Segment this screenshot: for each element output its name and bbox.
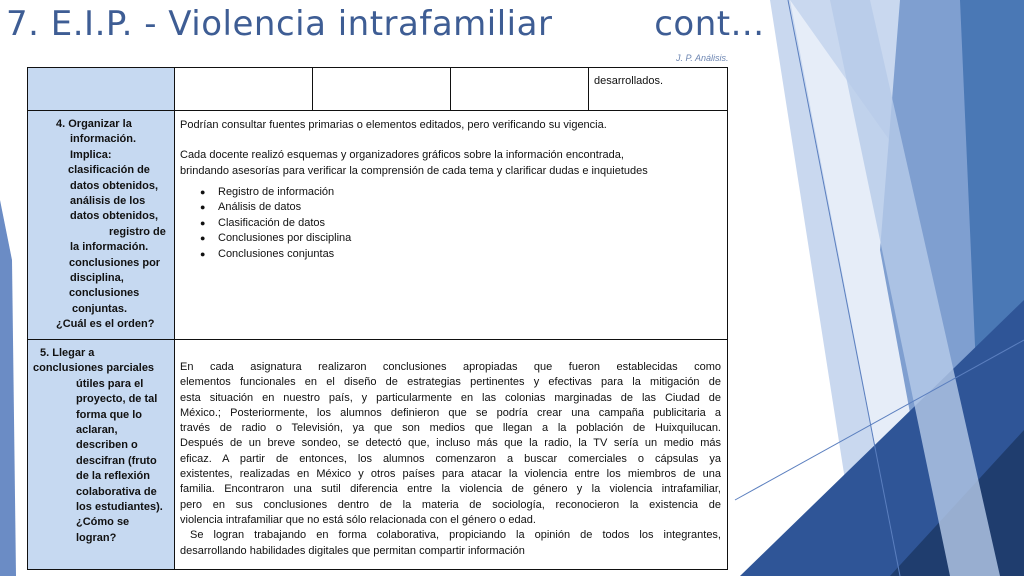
row4-label-line: 4. Organizar la xyxy=(56,118,132,130)
row5-text-line: esta situación en nuestro país, y particularmente en las colonias marginadas de las Ciudad de xyxy=(180,391,721,404)
row5-label-line: descifran (fruto xyxy=(76,454,157,467)
list-item: ● Registro de información xyxy=(218,185,721,200)
row4-label-line: información. xyxy=(70,133,137,146)
row5-text-line: través de radio o Televisión, ya que son medios que llegan a la población de Huixquilucan. xyxy=(180,422,721,435)
table-row-organizar xyxy=(28,111,728,340)
row5-text-line: existentes, realizadas en México y otros países para atacar la violencia entre los miembros de una xyxy=(180,468,721,481)
slide-title: 7. E.I.P. - Violencia intrafamiliar cont... xyxy=(6,4,765,44)
row5-label-line: proyecto, de tal xyxy=(76,393,158,406)
table-row-conclusiones xyxy=(28,340,728,570)
row4-label-line: registro de xyxy=(109,225,166,238)
row4-label-line: disciplina, xyxy=(70,272,124,285)
row4-paragraph-2-line: Cada docente realizó esquemas y organizadores gráficos sobre la información encontrada, xyxy=(180,149,624,162)
top-cell-3 xyxy=(451,68,589,111)
row4-content xyxy=(175,111,728,340)
row4-label xyxy=(28,111,175,340)
table-row-top xyxy=(28,68,728,111)
row5-content xyxy=(175,340,728,570)
row5-text-line: Después de un breve sondeo, se detectó que, incluso más que la radio, la TV sería un medio más xyxy=(180,437,721,450)
row4-label-line: datos obtenidos, xyxy=(70,179,158,192)
row4-label-line: conclusiones xyxy=(69,287,140,300)
top-side-cell xyxy=(28,68,175,111)
row4-label-line: ¿Cuál es el orden? xyxy=(56,318,155,331)
row5-text-line: familia. Encontraron una sutil diferencia entre la violencia de género y la violencia intrafamiliar, xyxy=(180,483,721,496)
top-cell-4 xyxy=(589,68,728,111)
row4-label-line: conclusiones por xyxy=(69,256,161,269)
row5-label-line: describen o xyxy=(76,439,138,452)
list-item: ● Clasificación de datos xyxy=(218,216,721,231)
row4-label-line: clasificación de xyxy=(68,164,150,177)
row5-label-line: de la reflexión xyxy=(76,470,150,483)
row5-text-line: pero en sus conclusiones dentro de la materia de sociología, reconocieron la existencia de xyxy=(180,498,721,511)
header-note: J. P. Análisis. xyxy=(676,53,729,63)
row4-paragraph-2-line: brindando asesorías para verificar la comprensión de cada tema y clarificar dudas e inquietudes xyxy=(180,164,648,177)
row5-text-line: México.; Posteriormente, los alumnos definieron que se podría crear una campaña publicitaria a xyxy=(180,406,721,419)
row4-label-line: análisis de los xyxy=(70,195,146,208)
list-item: ● Análisis de datos xyxy=(218,200,721,215)
row4-label-line: la información. xyxy=(70,241,149,254)
row5-label-line: útiles para el xyxy=(76,377,144,390)
row4-label-line: conjuntas. xyxy=(72,302,128,315)
list-item: ● Conclusiones conjuntas xyxy=(218,247,721,262)
row5-label-line: ¿Cómo se xyxy=(76,516,130,529)
row5-label-line: conclusiones parciales xyxy=(33,362,155,375)
list-item: ● Conclusiones por disciplina xyxy=(218,231,721,246)
row4-bullet-list xyxy=(180,185,721,262)
row5-label xyxy=(28,340,175,570)
row5-text-line: eficaz. A partir de entonces, los alumnos comenzaron a buscar comerciales o cápsulas ya xyxy=(180,452,721,465)
row5-label-line: los estudiantes). xyxy=(76,501,163,514)
row4-paragraph-1: Podrían consultar fuentes primarias o elementos editados, pero verificando su vigencia. xyxy=(180,119,607,131)
row4-label-line: datos obtenidos, xyxy=(70,210,158,223)
row5-text-line: elementos funcionales en el diseño de estrategias pertinentes y efectivas para la mitigación de xyxy=(180,376,721,389)
deco-left-strip xyxy=(0,200,16,576)
row5-label-line: forma que lo xyxy=(76,408,143,421)
row5-label-line: colaborativa de xyxy=(76,485,157,498)
row5-label-line: logran? xyxy=(76,531,117,544)
row5-label-line: 5. Llegar a xyxy=(40,347,95,359)
row5-label-line: aclaran, xyxy=(76,424,118,437)
top-cell-2 xyxy=(313,68,451,111)
top-cell-text: desarrollados. xyxy=(594,75,664,87)
top-cell-1 xyxy=(175,68,313,111)
row5-text-line: desarrollando habilidades digitales que permitan compartir información xyxy=(180,544,525,557)
row5-text-line: En cada asignatura realizaron conclusiones apropiadas que fueron establecidas como xyxy=(180,361,721,373)
row5-text-line: violencia intrafamiliar que no está sólo relacionada con el género o edad. xyxy=(180,513,536,526)
analysis-table xyxy=(27,67,728,570)
row4-label-line: Implica: xyxy=(70,148,112,161)
row5-text-line: Se logran trabajando en forma colaborativa, propiciando la opinión de todos los integrantes, xyxy=(180,529,721,542)
